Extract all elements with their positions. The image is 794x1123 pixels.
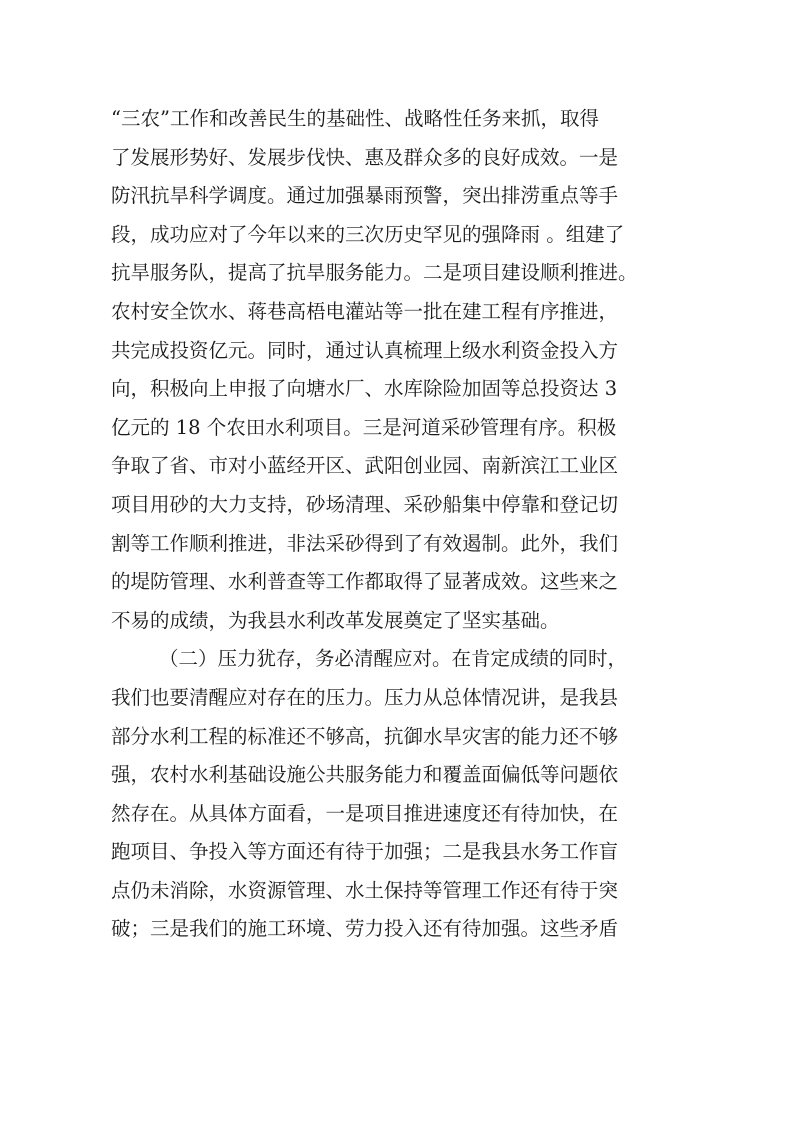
text-line: 项目用砂的大力支持，砂场清理、采砂船集中停靠和登记切 <box>111 492 619 516</box>
text-line: 亿元的 18 个农田水利项目。三是河道采砂管理有序。积极 <box>111 415 617 439</box>
text-line: 我们也要清醒应对存在的压力。压力从总体情况讲，是我县 <box>111 685 619 709</box>
text-line: 向，积极向上申报了向塘水厂、水库除险加固等总投资达 3 <box>111 377 618 401</box>
text-line: 部分水利工程的标准还不够高，抗御水旱灾害的能力还不够 <box>111 724 619 748</box>
text-line: 了发展形势好、发展步伐快、惠及群众多的良好成效。一是 <box>111 145 619 169</box>
text-line: 的堤防管理、水利普查等工作都取得了显著成效。这些来之 <box>111 570 619 594</box>
text-line: 段，成功应对了今年以来的三次历史罕见的强降雨 。组建了 <box>111 222 625 246</box>
body-text <box>111 100 701 949</box>
text-line: 强，农村水利基础设施公共服务能力和覆盖面偏低等问题依 <box>111 763 619 787</box>
text-line: 防汛抗旱科学调度。通过加强暴雨预警，突出排涝重点等手 <box>111 184 619 208</box>
text-line: 共完成投资亿元。同时，通过认真梳理上级水利资金投入方 <box>111 338 619 362</box>
text-line: 点仍未消除，水资源管理、水土保持等管理工作还有待于突 <box>111 878 619 902</box>
text-line: 农村安全饮水、蒋巷高梧电灌站等一批在建工程有序推进， <box>111 299 619 323</box>
text-line: 割等工作顺利推进，非法采砂得到了有效遏制。此外，我们 <box>111 531 619 555</box>
text-line: “三农”工作和改善民生的基础性、战略性任务来抓，取得 <box>111 107 599 130</box>
text-line: 然存在。从具体方面看，一是项目推进速度还有待加快，在 <box>111 801 619 825</box>
text-line: 争取了省、市对小蓝经开区、武阳创业园、南新滨江工业区 <box>111 454 619 478</box>
text-line: 不易的成绩，为我县水利改革发展奠定了坚实基础。 <box>111 608 560 632</box>
section-heading-line: （二）压力犹存，务必清醒应对。在肯定成绩的同时， <box>159 647 628 671</box>
text-line: 抗旱服务队，提高了抗旱服务能力。二是项目建设顺利推进。 <box>111 261 638 285</box>
text-line: 跑项目、争投入等方面还有待于加强；二是我县水务工作盲 <box>111 840 619 864</box>
text-line: 破；三是我们的施工环境、劳力投入还有待加强。这些矛盾 <box>111 917 619 941</box>
